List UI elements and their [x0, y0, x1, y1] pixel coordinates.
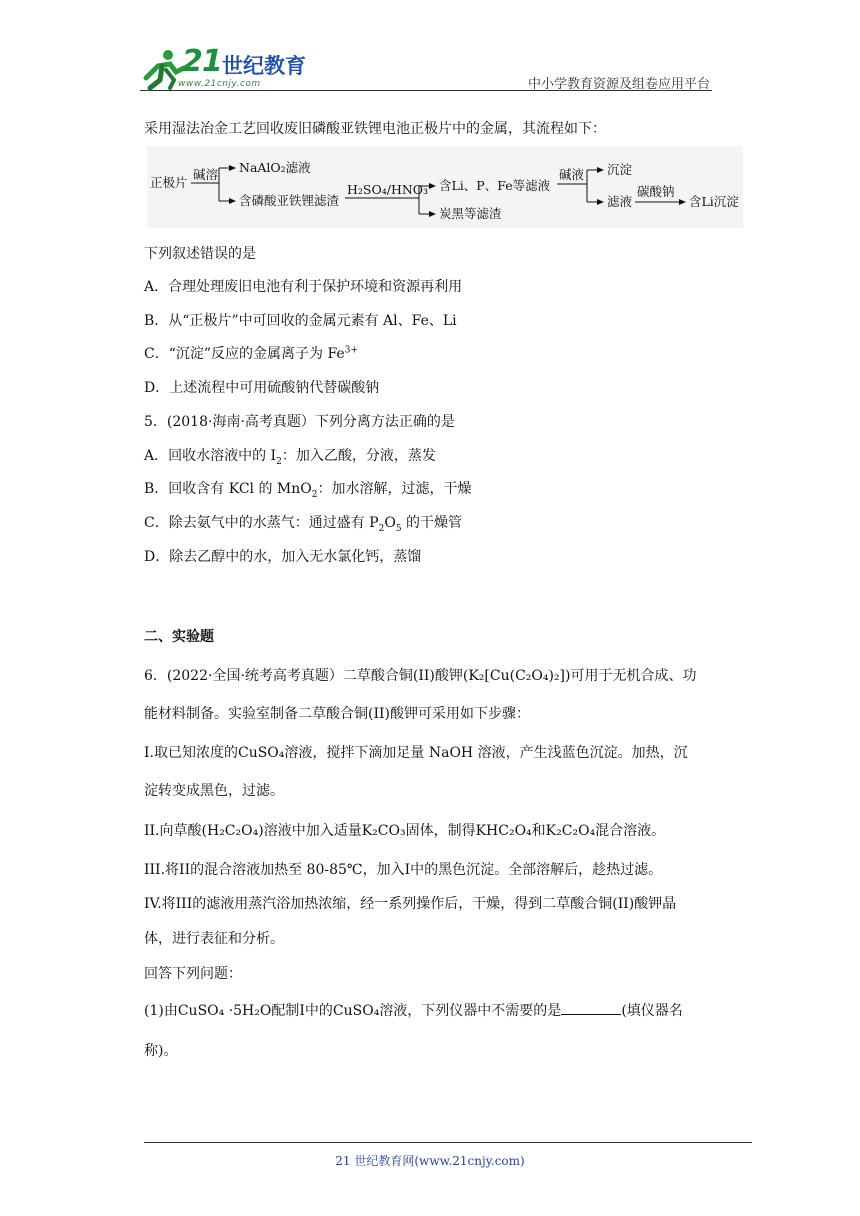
q6-step4-cont: 体，进行表征和分析。 — [144, 931, 284, 947]
q4-option-b: B．从“正极片”中可回收的金属元素有 Al、Fe、Li — [144, 313, 457, 329]
q6-ask: 回答下列问题： — [144, 966, 242, 982]
q6-step3: III.将II的混合溶液加热至 80-85℃，加入I中的黑色沉淀。全部溶解后，趁热过滤。 — [144, 862, 663, 878]
flow-out2: 含磷酸亚铁锂滤渣 — [239, 193, 340, 208]
q5-option-d: D．除去乙醇中的水，加入无水氯化钙，蒸馏 — [144, 549, 422, 565]
q6-step1: I.取已知浓度的CuSO₄溶液，搅拌下滴加足量 NaOH 溶液，产生浅蓝色沉淀。加热，沉 — [144, 745, 688, 761]
q6-step2: II.向草酸(H₂C₂O₄)溶液中加入适量K₂CO₃固体，制得KHC₂O₄和K₂C₂O₄混合溶液。 — [144, 823, 666, 839]
flow-step2: H₂SO₄/HNO₃ — [347, 182, 429, 197]
header-divider — [140, 90, 712, 91]
q4-intro: 采用湿法冶金工艺回收废旧磷酸亚铁锂电池正极片中的金属，其流程如下： — [144, 121, 606, 137]
site-tagline: 中小学教育资源及组卷应用平台 — [527, 77, 710, 92]
flow-out5: 沉淀 — [607, 162, 633, 177]
flow-out7: 含Li沉淀 — [689, 194, 739, 209]
q4-option-a: A．合理处理废旧电池有利于保护环境和资源再利用 — [144, 279, 463, 295]
q6-line1: 6．(2022·全国·统考高考真题）二草酸合铜(II)酸钾(K₂[Cu(C₂O₄)₂])可用于无机合成、功 — [144, 668, 697, 684]
q5-option-a: A．回收水溶液中的 $I_2$：加入乙酸，分液，蒸发 — [144, 448, 436, 467]
logo-name: 世纪教育 — [222, 54, 306, 78]
process-flowchart — [147, 146, 743, 228]
site-logo — [140, 44, 315, 94]
answer-blank[interactable] — [561, 1002, 621, 1015]
flow-out6: 滤液 — [607, 194, 633, 209]
q6-step4: IV.将III的滤液用蒸汽浴加热浓缩，经一系列操作后，干燥，得到二草酸合铜(II)酸钾晶 — [144, 896, 677, 912]
flow-out3: 含Li、P、Fe等滤液 — [439, 178, 551, 193]
q6-part1: (1)由CuSO₄ ·5H₂O配制I中的CuSO₄溶液，下列仪器中不需要的是 (填仪器名 — [144, 1003, 683, 1019]
logo-url: www.21cnjy.com — [178, 79, 261, 89]
q4-option-c: C．“沉淀”反应的金属离子为 $Fe^{3+}$ — [144, 345, 358, 362]
q6-step1-cont: 淀转变成黑色，过滤。 — [144, 783, 284, 799]
flow-step4: 碳酸钠 — [637, 184, 675, 199]
flow-out1: NaAlO₂滤液 — [239, 160, 311, 175]
q4-option-d: D．上述流程中可用硫酸钠代替碳酸钠 — [144, 380, 380, 396]
flow-step3: 碱液 — [559, 167, 585, 182]
section-title: 二、实验题 — [144, 629, 214, 645]
q4-stem: 下列叙述错误的是 — [144, 246, 256, 262]
flow-out4: 炭黑等滤渣 — [439, 206, 502, 221]
q6-line2: 能材料制备。实验室制备二草酸合铜(II)酸钾可采用如下步骤： — [144, 706, 530, 722]
q5-stem: 5．(2018·海南·高考真题）下列分离方法正确的是 — [144, 414, 455, 430]
flow-start: 正极片 — [150, 175, 188, 190]
q5-option-c: C．除去氨气中的水蒸气：通过盛有 $P_2O_5$ 的干燥管 — [144, 515, 462, 534]
logo-number: 21 — [182, 44, 222, 79]
footer-text: 21 世纪教育网(www.21cnjy.com) — [335, 1154, 525, 1168]
flow-step1: 碱溶 — [193, 167, 219, 182]
q5-option-b: B．回收含有 KCl 的 MnO$_2$：加水溶解，过滤，干燥 — [144, 481, 472, 500]
footer-divider — [144, 1142, 752, 1143]
q6-part1-cont: 称)。 — [144, 1043, 178, 1059]
